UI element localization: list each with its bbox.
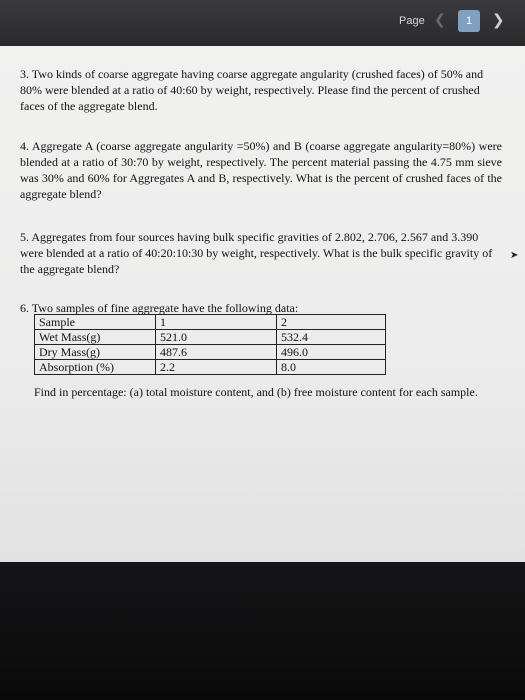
table-cell: 532.4	[277, 330, 386, 345]
question-4	[20, 138, 502, 202]
table-row	[35, 315, 386, 330]
table-cell: 496.0	[277, 345, 386, 360]
table-cell: 2	[277, 315, 386, 330]
table-cell: 487.6	[156, 345, 277, 360]
viewer-toolbar	[0, 0, 525, 46]
page-label: Page	[399, 15, 425, 27]
mouse-pointer-icon: ➤	[510, 250, 519, 261]
fine-aggregate-table	[34, 314, 386, 375]
question-5-text: 5. Aggregates from four sources having bulk specific gravities of 2.802, 2.706, 2.567 and 3.390 were blended at a ratio of 40:20:10:30 by weight, respectively. What is the bulk specific gravity of the aggregate blend?	[20, 230, 493, 276]
screen-bezel	[0, 562, 525, 700]
question-6-instructions	[34, 384, 504, 400]
question-4-text: 4. Aggregate A (coarse aggregate angularity =50%) and B (coarse aggregate angularity=80%) were blended at a ratio of 30:70 by weight, respectively. The percent material passing the 4.75 mm sieve was 30% and 60% for Aggregates A and B, respectively. What is the percent of crushed faces of the aggregate blend?	[20, 139, 502, 201]
table-cell: 1	[156, 315, 277, 330]
question-5	[20, 229, 502, 277]
question-3-text: 3. Two kinds of coarse aggregate having coarse aggregate angularity (crushed faces) of 50% and 80% were blended at a ratio of 40:60 by weight, respectively. Please find the percent of crushed faces of the aggregate blend.	[20, 67, 484, 113]
table-row	[35, 345, 386, 360]
table-row	[35, 330, 386, 345]
table-cell: Absorption (%)	[35, 360, 156, 375]
table-cell: Wet Mass(g)	[35, 330, 156, 345]
question-6-intro-text: 6. Two samples of fine aggregate have the following data:	[20, 301, 299, 315]
chevron-left-icon[interactable]: ❮	[434, 12, 446, 28]
table-cell: 2.2	[156, 360, 277, 375]
current-page-indicator[interactable]: 1	[458, 10, 480, 32]
table-cell: Dry Mass(g)	[35, 345, 156, 360]
table-cell: 8.0	[277, 360, 386, 375]
chevron-right-icon[interactable]: ❯	[492, 11, 505, 29]
table-row	[35, 360, 386, 375]
table-cell: Sample	[35, 315, 156, 330]
question-3	[20, 66, 502, 114]
question-6-instructions-text: Find in percentage: (a) total moisture content, and (b) free moisture content for each sample.	[34, 385, 478, 399]
table-cell: 521.0	[156, 330, 277, 345]
